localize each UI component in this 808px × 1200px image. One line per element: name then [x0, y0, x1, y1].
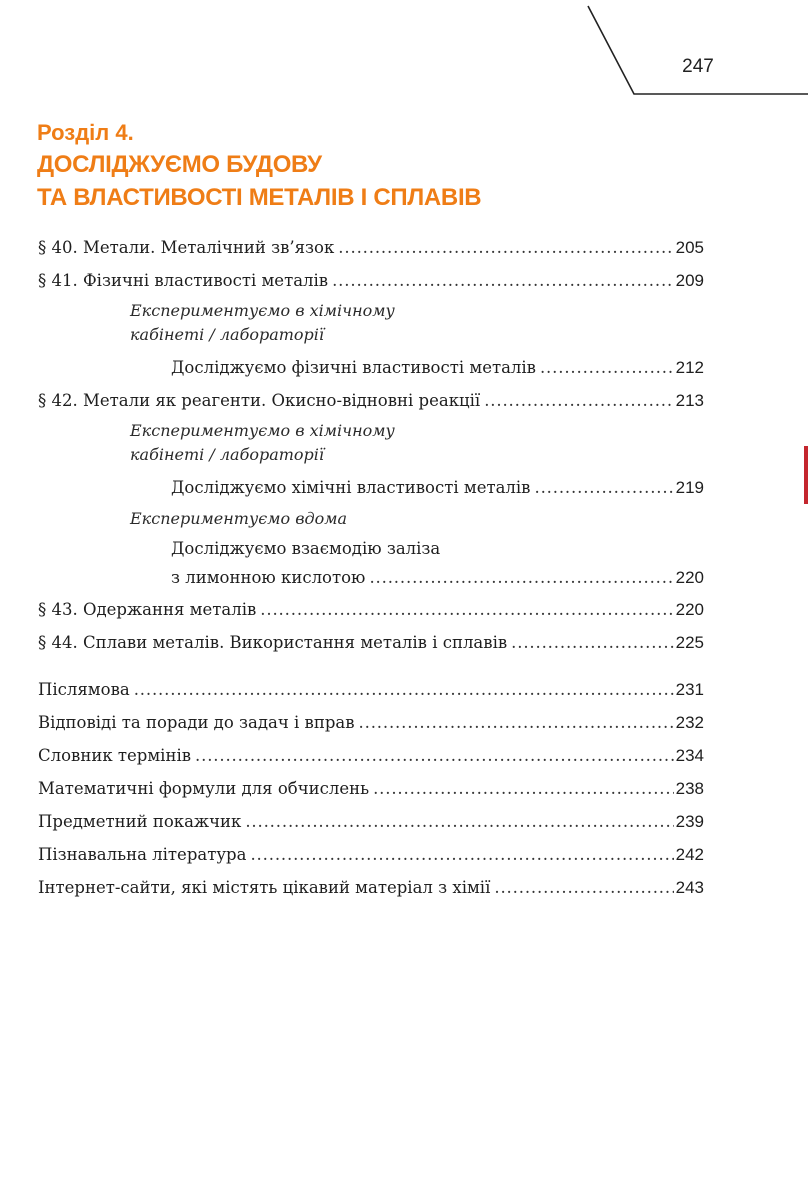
toc-page: 213: [675, 391, 704, 410]
toc-page: 243: [675, 878, 704, 897]
toc-title: § 44. Сплави металів. Використання металів і сплавів: [38, 633, 508, 652]
toc-entry-line2: [171, 563, 704, 593]
dot-leader: [260, 593, 673, 626]
activity-line2: кабінеті / лабораторії: [130, 325, 325, 344]
toc-title: § 40. Метали. Металічний зв’язок: [38, 238, 335, 257]
toc-page: 220: [675, 600, 704, 619]
table-of-contents: [38, 231, 704, 659]
toc-entry-p41[interactable]: [38, 264, 704, 297]
toc-title: Предметний покажчик: [38, 812, 242, 831]
dot-leader: [494, 871, 673, 904]
back-matter-entry[interactable]: [38, 706, 704, 739]
activity-label-p42: [130, 417, 704, 471]
toc-title: § 41. Фізичні властивості металів: [38, 271, 329, 290]
dot-leader: [511, 626, 673, 659]
toc-title: Відповіді та поради до задач і вправ: [38, 713, 355, 732]
dot-leader: [359, 706, 674, 739]
back-matter-entry[interactable]: [38, 673, 704, 706]
activity-label-p41: [130, 297, 704, 351]
toc-page: 209: [675, 271, 704, 290]
toc-page: 225: [675, 633, 704, 652]
toc-title: Словник термінів: [38, 746, 192, 765]
page-edge-tab-marker: [804, 446, 808, 504]
activity-label-home: Експериментуємо вдома: [130, 509, 348, 528]
toc-title: Досліджуємо фізичні властивості металів: [171, 358, 536, 377]
dot-leader: [245, 805, 673, 838]
toc-title-line2: з лимонною кислотою: [171, 568, 366, 587]
back-matter-entry[interactable]: [38, 838, 704, 871]
toc-page: 219: [675, 478, 704, 497]
toc-page: 212: [675, 358, 704, 377]
toc-title: § 42. Метали як реагенти. Окисно-відновні реакції: [38, 391, 481, 410]
activity-line2: кабінеті / лабораторії: [130, 445, 325, 464]
section-title-line2: ТА ВЛАСТИВОСТІ МЕТАЛІВ І СПЛАВІВ: [37, 184, 482, 211]
toc-page: 234: [675, 746, 704, 765]
activity-line1: Експериментуємо в хімічному: [130, 301, 395, 320]
back-matter-list: [38, 673, 704, 904]
section-heading: [37, 118, 481, 214]
page-number: 247: [682, 56, 714, 77]
toc-page: 220: [675, 568, 704, 587]
dot-leader: [195, 739, 674, 772]
back-matter-entry[interactable]: [38, 871, 704, 904]
toc-page: 242: [675, 845, 704, 864]
section-title-line1: ДОСЛІДЖУЄМО БУДОВУ: [37, 151, 322, 178]
toc-entry-p43[interactable]: [38, 593, 704, 626]
dot-leader: [332, 264, 674, 297]
toc-entry-p42[interactable]: [38, 384, 704, 417]
toc-title: Післямова: [38, 680, 130, 699]
dot-leader: [134, 673, 674, 706]
toc-title: Пізнавальна література: [38, 845, 247, 864]
dot-leader: [369, 563, 673, 593]
toc-title: Математичні формули для обчислень: [38, 779, 370, 798]
dot-leader: [373, 772, 674, 805]
toc-entry-p42-sub2[interactable]: [171, 537, 704, 593]
toc-page: 239: [675, 812, 704, 831]
toc-page: 238: [675, 779, 704, 798]
toc-page: 232: [675, 713, 704, 732]
back-matter-entry[interactable]: [38, 772, 704, 805]
toc-title-line1: Досліджуємо взаємодію заліза: [171, 539, 441, 558]
activity-line1: Експериментуємо в хімічному: [130, 421, 395, 440]
section-label: Розділ 4.: [37, 120, 134, 145]
toc-title: Досліджуємо хімічні властивості металів: [171, 478, 531, 497]
toc-title: Інтернет-сайти, які містять цікавий матеріал з хімії: [38, 878, 491, 897]
toc-entry-p40[interactable]: [38, 231, 704, 264]
toc-title: § 43. Одержання металів: [38, 600, 257, 619]
back-matter-entry[interactable]: [38, 739, 704, 772]
dot-leader: [338, 231, 673, 264]
dot-leader: [534, 471, 673, 504]
toc-page: 231: [675, 680, 704, 699]
toc-entry-p41-sub[interactable]: [171, 351, 704, 384]
dot-leader: [250, 838, 673, 871]
dot-leader: [484, 384, 673, 417]
toc-entry-p44[interactable]: [38, 626, 704, 659]
dot-leader: [540, 351, 674, 384]
toc-entry-p42-sub1[interactable]: [171, 471, 704, 504]
toc-page: 205: [675, 238, 704, 257]
back-matter-entry[interactable]: [38, 805, 704, 838]
